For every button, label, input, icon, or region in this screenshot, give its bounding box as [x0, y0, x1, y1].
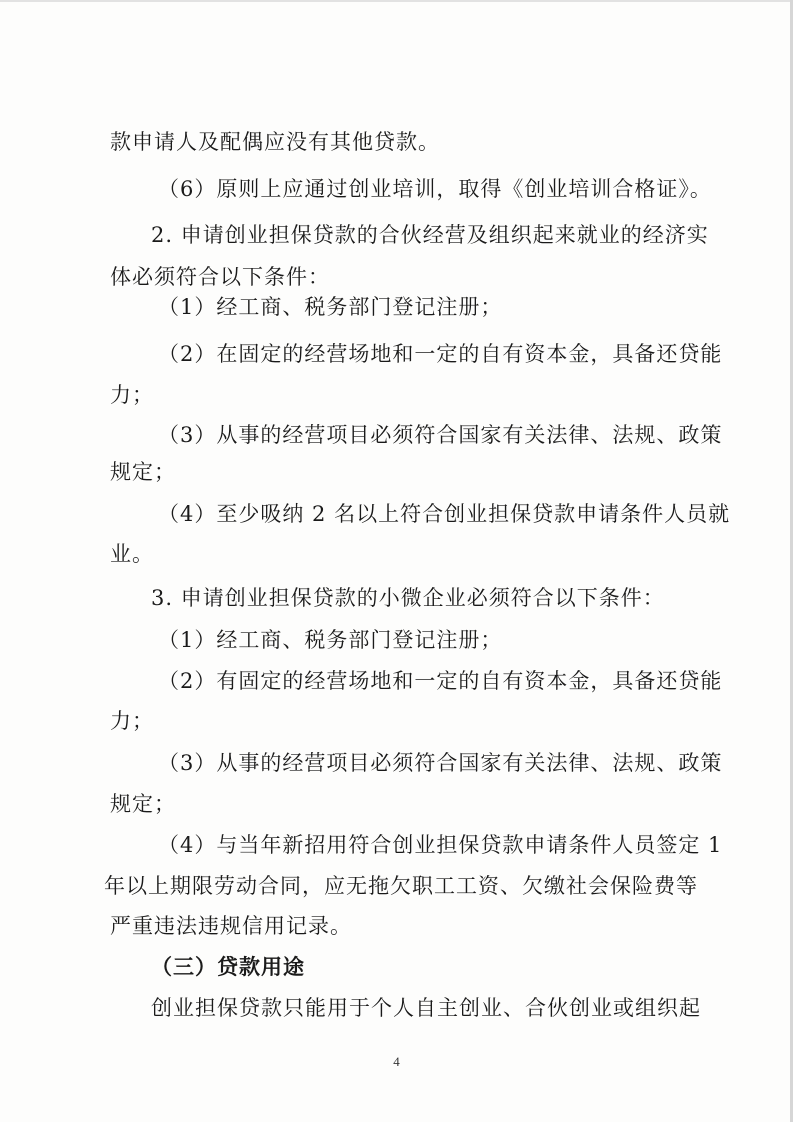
text-line: 体必须符合以下条件：	[110, 265, 330, 289]
text-line: （4）至少吸纳 2 名以上符合创业担保贷款申请条件人员就	[158, 502, 731, 526]
text-line: （2）有固定的经营场地和一定的自有资本金，具备还贷能	[158, 669, 723, 693]
text-line: 规定；	[110, 792, 176, 816]
text-line: 严重违法违规信用记录。	[110, 914, 352, 938]
text-line: 创业担保贷款只能用于个人自主创业、合伙创业或组织起	[151, 996, 701, 1020]
text-line: 规定；	[110, 460, 176, 484]
text-line: （3）从事的经营项目必须符合国家有关法律、法规、政策	[158, 423, 723, 447]
text-line: （6）原则上应通过创业培训，取得《创业培训合格证》。	[158, 177, 712, 201]
text-line: 业。	[110, 542, 154, 566]
text-line: 款申请人及配偶应没有其他贷款。	[110, 130, 440, 154]
text-line: （3）从事的经营项目必须符合国家有关法律、法规、政策	[158, 751, 723, 775]
scan-edge-top	[0, 0, 793, 2]
text-line: 力；	[110, 709, 154, 733]
text-line: 年以上期限劳动合同，应无拖欠职工工资、欠缴社会保险费等	[104, 874, 698, 898]
text-line: 力；	[110, 383, 154, 407]
section-heading: （三）贷款用途	[151, 954, 305, 979]
text-line: （1）经工商、税务部门登记注册；	[158, 295, 503, 319]
text-line: 3. 申请创业担保贷款的小微企业必须符合以下条件：	[151, 586, 665, 610]
text-line: （1）经工商、税务部门登记注册；	[158, 628, 503, 652]
text-line: （4）与当年新招用符合创业担保贷款申请条件人员签定 1	[158, 833, 723, 857]
page-number: 4	[393, 1054, 400, 1069]
text-line: （2）在固定的经营场地和一定的自有资本金，具备还贷能	[158, 342, 723, 366]
text-line: 2. 申请创业担保贷款的合伙经营及组织起来就业的经济实	[151, 223, 709, 247]
